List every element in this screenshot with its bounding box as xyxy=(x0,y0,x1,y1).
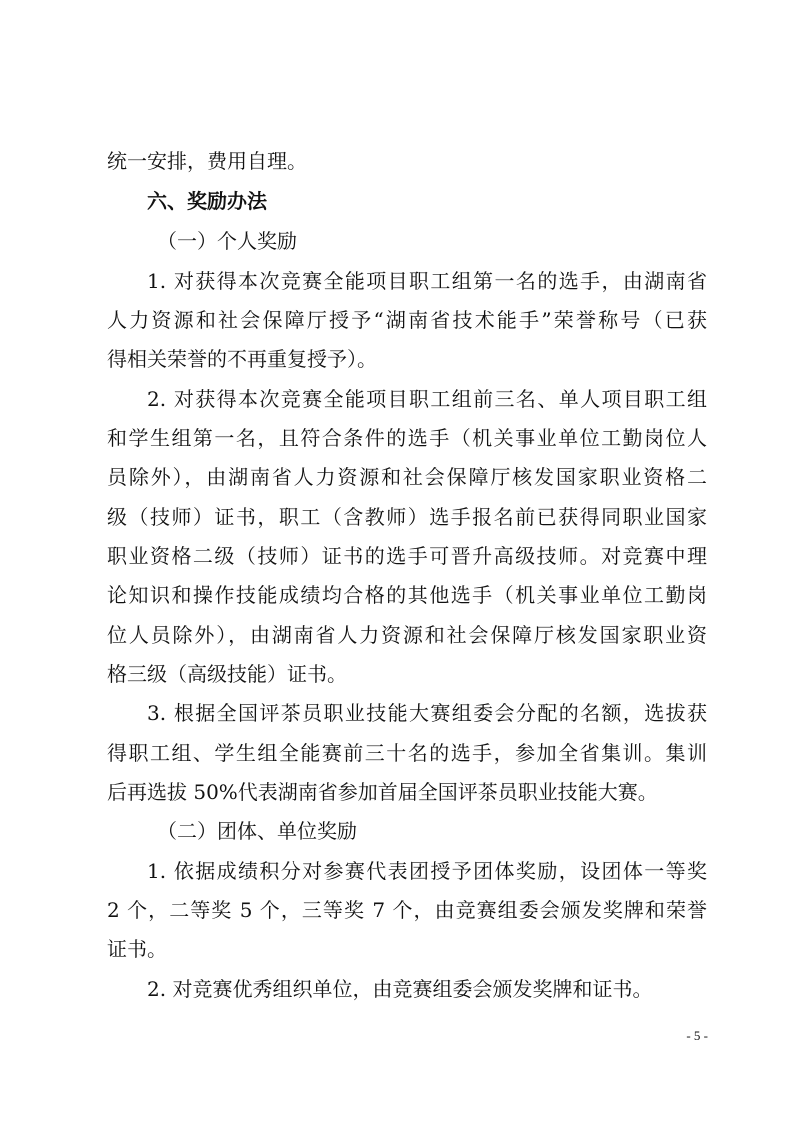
text-line: 1. 对获得本次竞赛全能项目职工组第一名的选手，由湖南省 xyxy=(147,269,707,293)
page-number: - 5 - xyxy=(686,1028,708,1043)
text-line: 得相关荣誉的不再重复授予）。 xyxy=(107,347,377,371)
text-line: 和学生组第一名，且符合条件的选手（机关事业单位工勤岗位人 xyxy=(107,426,707,450)
text-line: 级（技师）证书，职工（含教师）选手报名前已获得同职业国家 xyxy=(107,505,707,529)
text-line: 1. 依据成绩积分对参赛代表团授予团体奖励，设团体一等奖 xyxy=(147,859,707,883)
text-line: 职业资格二级（技师）证书的选手可晋升高级技师。对竞赛中理 xyxy=(107,544,707,568)
section-heading: 六、奖励办法 xyxy=(147,189,267,213)
text-line: 2. 对获得本次竞赛全能项目职工组前三名、单人项目职工组 xyxy=(147,387,707,411)
text-line: 统一安排，费用自理。 xyxy=(107,149,307,173)
text-line: 3. 根据全国评茶员职业技能大赛组委会分配的名额，选拔获 xyxy=(147,701,707,725)
subsection-heading: （一）个人奖励 xyxy=(157,229,297,253)
text-line: 2. 对竞赛优秀组织单位，由竞赛组委会颁发奖牌和证书。 xyxy=(147,977,653,1001)
text-line: 员除外），由湖南省人力资源和社会保障厅核发国家职业资格二 xyxy=(107,465,707,489)
text-line: 格三级（高级技能）证书。 xyxy=(107,662,347,686)
text-line: 后再选拔 50%代表湖南省参加首届全国评茶员职业技能大赛。 xyxy=(107,780,658,804)
text-line: 得职工组、学生组全能赛前三十名的选手，参加全省集训。集训 xyxy=(107,741,707,765)
text-line: 位人员除外），由湖南省人力资源和社会保障厅核发国家职业资 xyxy=(107,623,707,647)
text-line: 2 个，二等奖 5 个，三等奖 7 个，由竞赛组委会颁发奖牌和荣誉 xyxy=(107,898,707,922)
subsection-heading: （二）团体、单位奖励 xyxy=(157,819,357,843)
text-line: 人力资源和社会保障厅授予“湖南省技术能手”荣誉称号（已获 xyxy=(107,308,707,332)
text-line: 论知识和操作技能成绩均合格的其他选手（机关事业单位工勤岗 xyxy=(107,583,707,607)
text-line: 证书。 xyxy=(107,937,167,961)
